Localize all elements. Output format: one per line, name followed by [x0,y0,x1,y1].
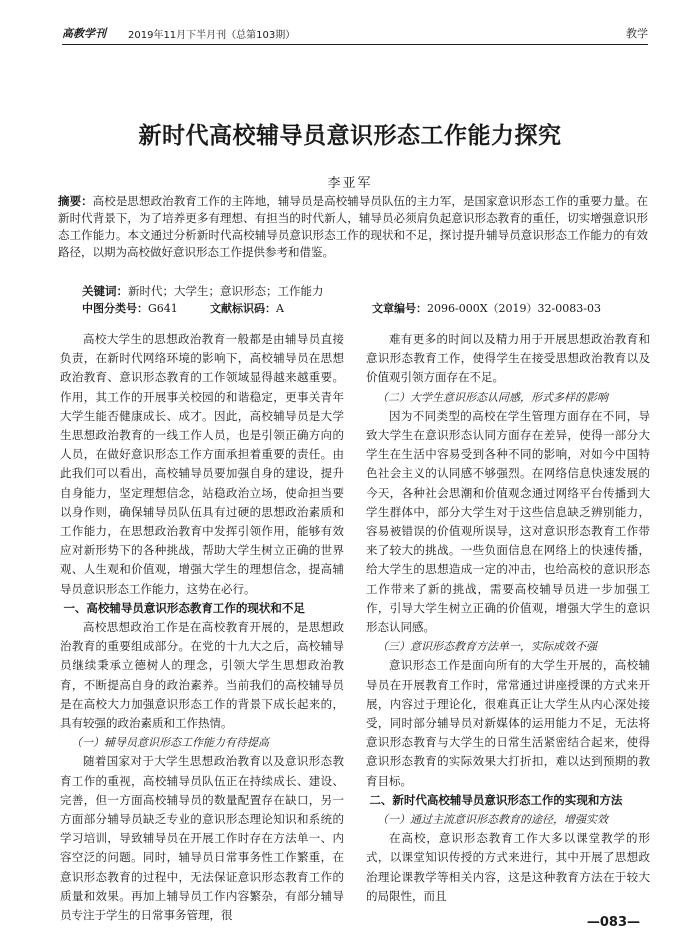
left-column [60,330,344,925]
keywords [82,283,642,300]
subsection-heading: （二）大学生意识形态认同感，形式多样的影响 [377,390,608,404]
abstract-text: 高校是思想政治教育工作的主阵地，辅导员是高校辅导员队伍的主力军，是国家意识形态工作的重要力量。在新时代背景下，为了培养更多有理想、有担当的时代新人，辅导员必须肩负起意识形态教育的重任，切实增强意识形态工作能力。本文通过分析新时代高校辅导员意识形态工作的现状和不足，探讨提升辅导员意识形态工作能力的有效路径，以期为高校做好意识形态工作提供参考和借鉴。 [58,194,649,259]
article-title: 新时代高校辅导员意识形态工作能力探究 [138,123,562,149]
article-number-label: 文章编号： [372,302,427,315]
running-header [62,22,648,42]
keywords-text: 新时代；大学生；意识形态；工作能力 [128,284,324,298]
subsection-heading: （三）意识形态教育方法单一，实际成效不强 [377,640,597,654]
article-number-value: 2096-000X（2019）32-0083-03 [427,302,601,315]
doc-code-label: 文献标识码： [210,302,276,315]
paragraph: 高校思想政治工作是在高校教育开展的，是思想政治教育的重要组成部分。在党的十九大之后，高校辅导员继续秉承立德树人的理念，引领大学生思想政治教育，不断提高自身的政治素养。当前我们的高校辅导员是在高校大力加强意识形态工作的背景下成长起来的，具有较强的政治素质和工作热情。 [60,620,344,731]
paragraph: 意识形态工作是面向所有的大学生开展的，高校辅导员在开展教育工作时，常常通过讲座授课的方式来开展，内容过于理论化，很难真正让大学生从内心深处接受，同时部分辅导员对新媒体的运用能力不足，无法将意识形态教育与大学生的日常生活紧密结合起来，使得意识形态教育的实际效果大打折扣，难以达到预期的教育目标。 [366,658,650,788]
abstract [58,193,648,261]
journal-name: 高教学刊 [62,27,106,40]
author-name: 李亚军 [327,176,373,191]
paragraph: 高校大学生的思想政治教育一般都是由辅导员直接负责，在新时代网络环境的影响下，高校辅导员在思想政治教育、意识形态教育的工作领域显得越来越重要。作用，其工作的开展事关校园的和谐稳定，更事关青年大学生能否健康成长、成才。因此，高校辅导员是大学生思想政治教育的一线工作人员，也是引领正确方向的人员，在做好意识形态工作方面承担着重要的责任。由此我们可以看出，高校辅导员要加强自身的建设，提升自身能力，坚定理想信念，站稳政治立场，使命担当要以身作则，确保辅导员队伍具有过硬的思想政治素质和工作能力，在思想政治教育中发挥引领作用，能够有效应对新形势下的各种挑战，帮助大学生树立正确的世界观、人生观和价值观，增强大学生的理想信念，提高辅导员意识形态工作能力，这势在必行。 [60,332,344,596]
header-divider [62,44,648,45]
page-number: —083— [586,915,640,930]
abstract-label: 摘要： [58,194,93,208]
subsection-heading: （一）辅导员意识形态工作能力有待提高 [71,736,269,750]
paragraph: 随着国家对于大学生思想政治教育以及意识形态教育工作的重视，高校辅导员队伍正在持续成长、建设、完善，但一方面高校辅导员的数量配置存在缺口，另一方面部分辅导员缺乏专业的意识形态理论知识和系统的学习培训，导致辅导员在开展工作时存在方法单一、内容空泛的问题。同时，辅导员日常事务性工作繁重，在意识形态教育的过程中，无法保证意识形态教育工作的质量和效果。再加上辅导员工作内容繁杂，有部分辅导员专注于学生的日常事务管理，很 [60,754,344,923]
subsection-heading: （一）通过主流意识形态教育的途径，增强实效 [377,813,608,827]
classification-row [82,300,642,317]
clc-value: G641 [148,302,178,315]
section-heading: 一、高校辅导员意识形态教育工作的现状和不足 [63,600,305,615]
right-column [366,330,650,906]
keywords-label: 关键词： [82,284,128,298]
section-name: 教学 [626,27,648,40]
paragraph: 在高校，意识形态教育工作大多以课堂教学的形式，以课堂知识传授的方式来进行，其中开展了思想政治理论课教学等相关内容，这是这种教育方法在于较大的局限性，而且 [366,831,650,903]
section-heading: 二、新时代高校辅导员意识形态工作的实现和方法 [369,792,623,807]
clc-label: 中图分类号： [82,302,148,315]
paragraph: 因为不同类型的高校在学生管理方面存在不同，导致大学生在意识形态认同方面存在差异，使得一部分大学生在生活中容易受到各种不同的影响，对如今中国特色社会主义的认同感不够强烈。在网络信息快速发展的今天，各种社会思潮和价值观念通过网络平台传播到大学生群体中，部分大学生对于这些信息缺乏辨别能力，容易被错误的价值观所误导，这对意识形态教育工作带来了较大的挑战。一些负面信息在网络上的快速传播，给大学生的思想造成一定的冲击，也给高校的意识形态工作带来了新的挑战，需要高校辅导员进一步加强工作，引导大学生树立正确的价值观，增强大学生的意识形态认同感。 [366,408,650,635]
issue-info: 2019年11月下半月刊（总第103期） [128,30,296,41]
doc-code-value: A [276,302,284,315]
paragraph: 难有更多的时间以及精力用于开展思想政治教育和意识形态教育工作，使得学生在接受思想政治教育以及价值观引领方面存在不足。 [366,332,650,385]
